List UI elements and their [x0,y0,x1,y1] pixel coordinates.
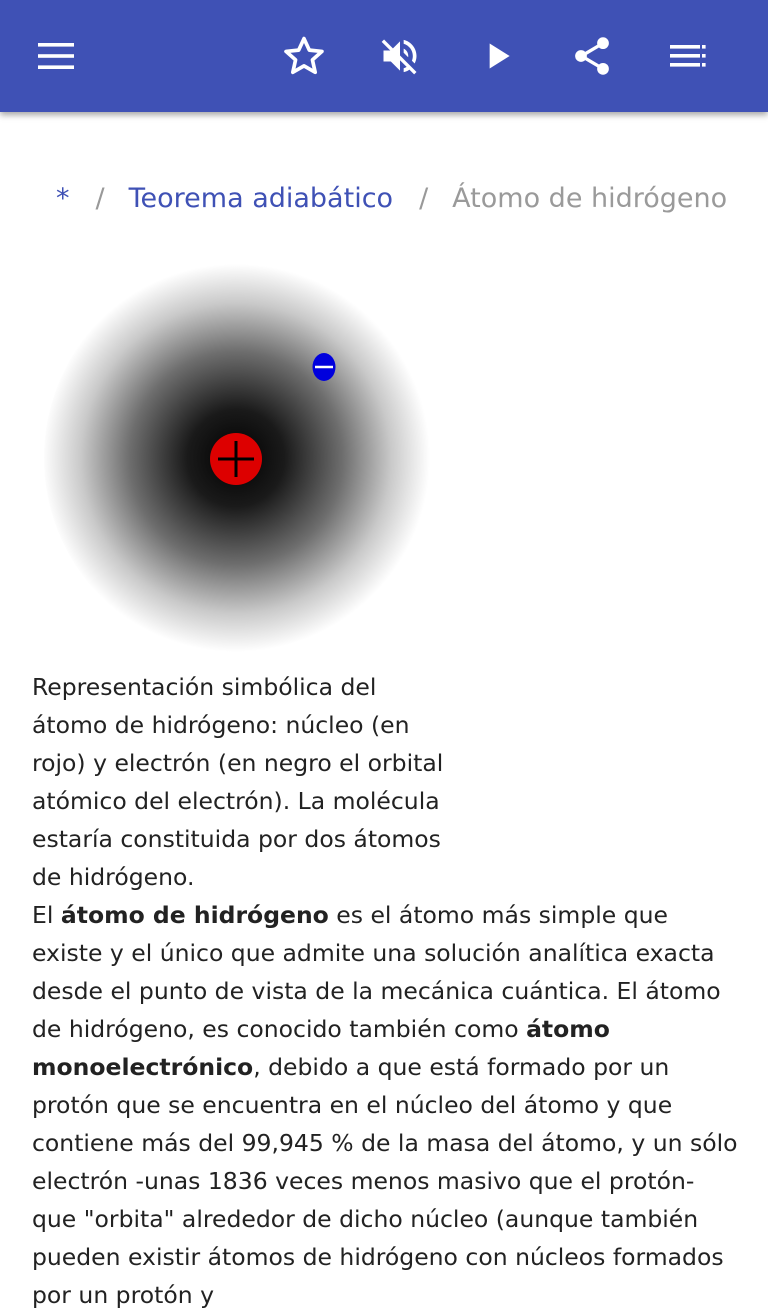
article-text: es el átomo más simple que existe y el único que admite una solución analítica exacta desde el punto de vista de la mecánica cuántica. El átomo de hidrógeno, es conocido también como [32,901,721,1043]
mute-button[interactable] [372,28,428,84]
article-bold-term: átomo de hidrógeno [60,901,329,929]
volume-off-icon [378,34,422,78]
breadcrumb-parent-link[interactable]: Teorema adiabático [128,183,394,214]
breadcrumb-current: Átomo de hidrógeno [452,183,728,214]
article-text: , debido a que está formado por un protón que se encuentra en el núcleo del átomo y que contiene más del 99,945 % de la masa del átomo, y un sólo electrón -unas 1836 veces menos masivo que el protón- que "orbita" alrededor de dicho núcleo (aunque también pueden existir átomos de hidrógeno con núcleos formados por un protón y [32,1053,738,1309]
article-bold-term: átomo monoelectrónico [32,1015,610,1081]
breadcrumb [56,182,727,216]
playlist-icon [668,36,708,76]
breadcrumb-separator: / [419,183,429,214]
contents-button[interactable] [660,28,716,84]
play-icon [478,36,518,76]
hydrogen-atom-image[interactable] [44,262,430,654]
share-icon [570,34,614,78]
favorite-button[interactable] [276,28,332,84]
breadcrumb-separator: / [95,183,105,214]
breadcrumb-home-link[interactable]: * [56,183,70,214]
star-outline-icon [282,34,326,78]
share-button[interactable] [564,28,620,84]
figure-caption: Representación simbólica del átomo de hidrógeno: núcleo (en rojo) y electrón (en negro el orbital atómico del electrón). La molécula estaría constituida por dos átomos de hidrógeno. [32,673,444,891]
play-button[interactable] [470,28,526,84]
menu-button[interactable] [28,28,84,84]
article-text: El [32,901,61,929]
article-paragraph [32,896,742,1314]
app-toolbar [0,0,768,112]
menu-icon [36,36,76,76]
